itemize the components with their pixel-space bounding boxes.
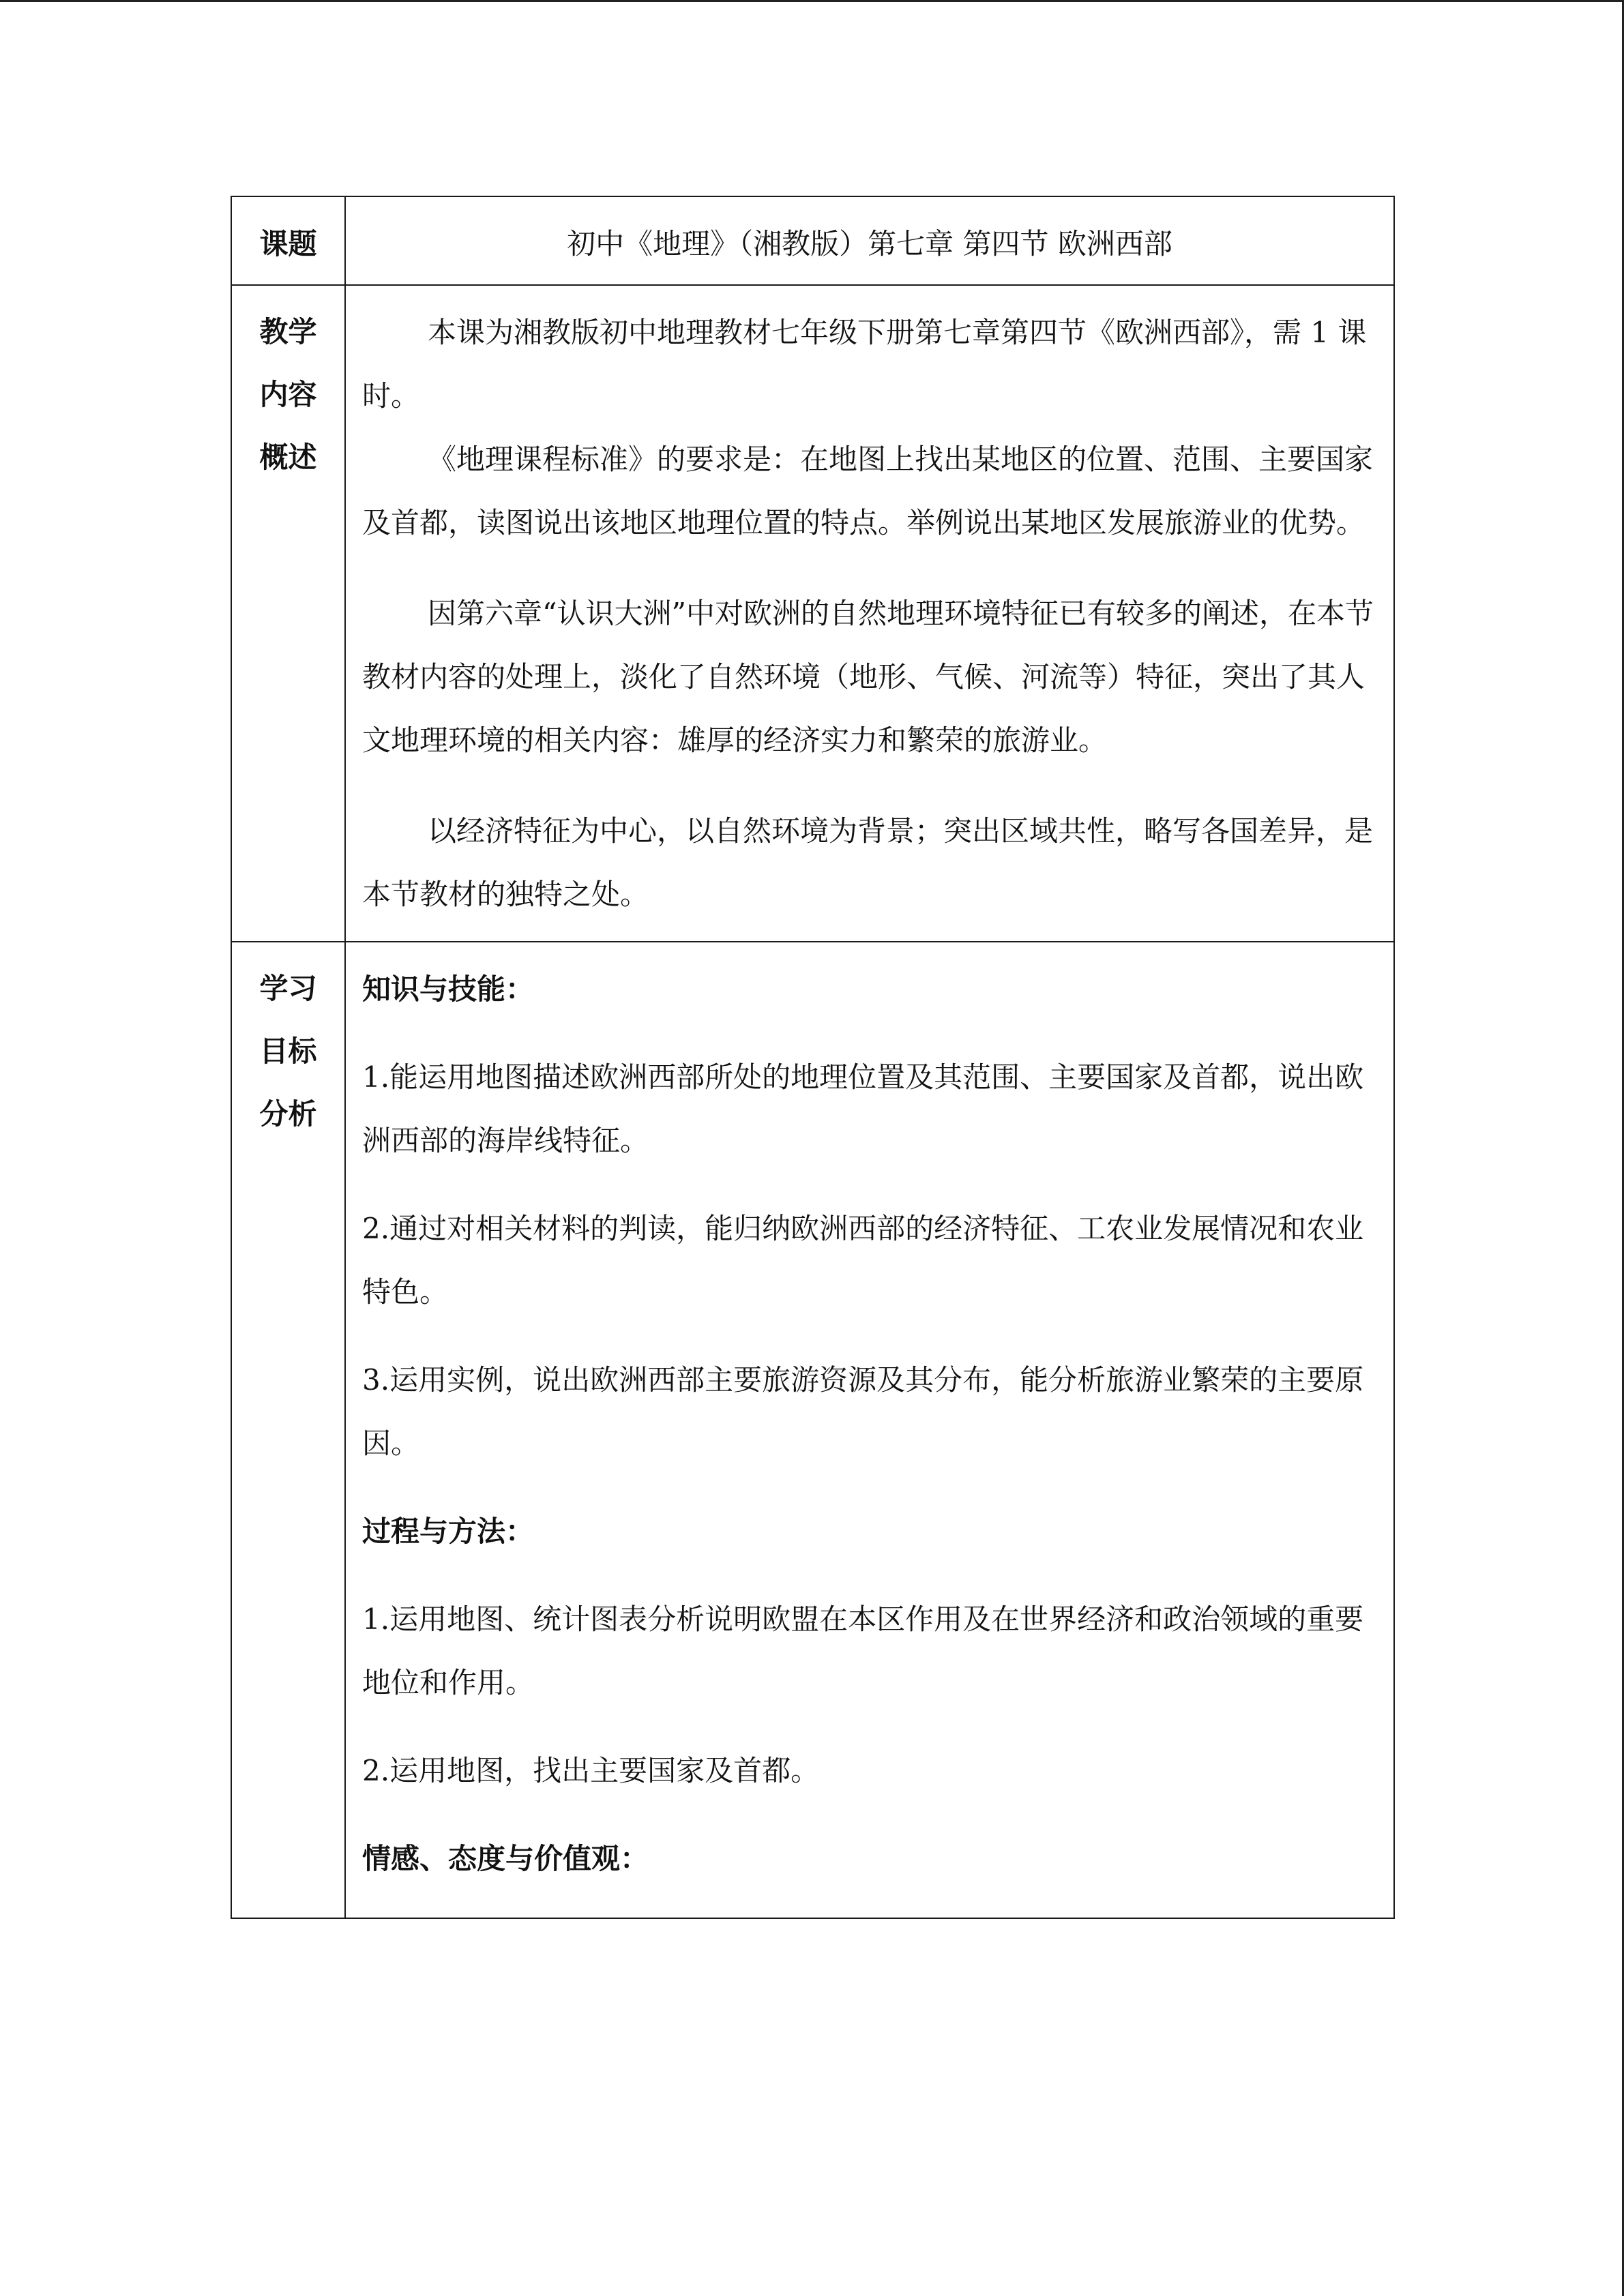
label-line: 分析 xyxy=(259,1097,317,1131)
knowledge-item: 2.通过对相关材料的判读，能归纳欧洲西部的经济特征、工农业发展情况和农业特色。 xyxy=(362,1212,1364,1309)
label-line: 内容 xyxy=(259,378,317,411)
table-row-goals xyxy=(231,942,1394,1918)
knowledge-heading: 知识与技能： xyxy=(362,972,535,1006)
lesson-plan-table xyxy=(231,196,1395,1919)
overview-paragraph: 本课为湘教版初中地理教材七年级下册第七章第四节《欧洲西部》，需 1 课时。 xyxy=(362,316,1367,413)
lesson-title: 初中《地理》（湘教版）第七章 第四节 欧洲西部 xyxy=(345,196,1394,285)
overview-paragraph: 以经济特征为中心，以自然环境为背景；突出区域共性，略写各国差异，是本节教材的独特之处。 xyxy=(362,814,1374,911)
label-line: 教学 xyxy=(259,315,317,348)
goals-content xyxy=(345,942,1394,1918)
process-heading: 过程与方法： xyxy=(362,1515,535,1548)
process-item: 2.运用地图，找出主要国家及首都。 xyxy=(362,1754,820,1787)
page-border-top xyxy=(0,0,1624,2)
label-line: 目标 xyxy=(259,1034,317,1068)
label-title: 课题 xyxy=(259,227,317,260)
overview-content xyxy=(345,285,1394,942)
label-line: 学习 xyxy=(259,972,317,1005)
label-line: 概述 xyxy=(259,441,317,474)
knowledge-item: 1.能运用地图描述欧洲西部所处的地理位置及其范围、主要国家及首都，说出欧洲西部的海岸线特征。 xyxy=(362,1060,1364,1157)
process-item: 1.运用地图、统计图表分析说明欧盟在本区作用及在世界经济和政治领域的重要地位和作用。 xyxy=(362,1602,1364,1699)
label-cell-overview xyxy=(231,285,345,942)
table-row-title xyxy=(231,196,1394,285)
overview-paragraph: 因第六章“认识大洲”中对欧洲的自然地理环境特征已有较多的阐述，在本节教材内容的处理上，淡化了自然环境（地形、气候、河流等）特征，突出了其人文地理环境的相关内容：雄厚的经济实力和繁荣的旅游业。 xyxy=(362,597,1374,757)
overview-paragraph: 《地理课程标准》的要求是：在地图上找出某地区的位置、范围、主要国家及首都，读图说出该地区地理位置的特点。举例说出某地区发展旅游业的优势。 xyxy=(362,443,1374,539)
emotion-heading: 情感、态度与价值观： xyxy=(362,1842,649,1875)
label-cell-title xyxy=(231,196,345,285)
table-row-overview xyxy=(231,285,1394,942)
label-cell-goals xyxy=(231,942,345,1918)
knowledge-item: 3.运用实例，说出欧洲西部主要旅游资源及其分布，能分析旅游业繁荣的主要原因。 xyxy=(362,1363,1364,1460)
